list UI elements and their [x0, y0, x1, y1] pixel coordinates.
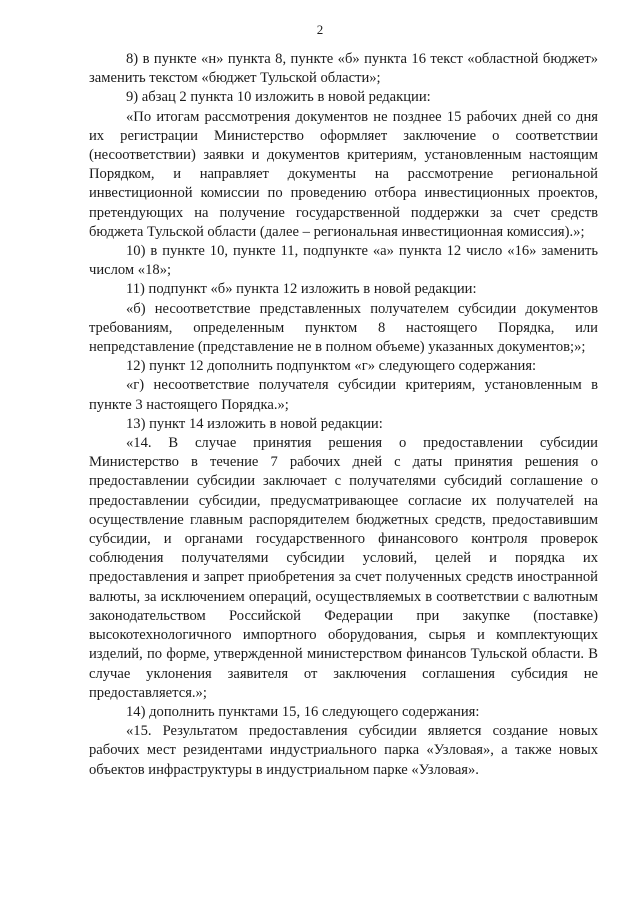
paragraph: 11) подпункт «б» пункта 12 изложить в новой редакции:: [126, 281, 477, 298]
paragraph: 12) пункт 12 дополнить подпунктом «г» следующего содержания:: [126, 358, 537, 375]
paragraph: «По итогам рассмотрения документов не позднее 15 рабочих дней со дня их регистрации Министерство оформляет заключение о соответствии (несоответствии) заявки и документов критериям, установленным настоящим Порядком, и направляет документы на рассмотрение региональной инвестиционной комиссии по проведению отбора инвестиционных проектов, претендующих на получение государственной поддержки за счет средств бюджета Тульской области (далее – региональная инвестиционная комиссия).»;: [89, 108, 598, 240]
paragraph: 13) пункт 14 изложить в новой редакции:: [126, 415, 383, 432]
paragraph: 9) абзац 2 пункта 10 изложить в новой редакции:: [126, 89, 431, 106]
paragraph: «г) несоответствие получателя субсидии критериям, установленным в пункте 3 настоящего Порядка.»;: [89, 377, 598, 413]
paragraph: 14) дополнить пунктами 15, 16 следующего содержания:: [126, 703, 480, 720]
paragraph: «15. Результатом предоставления субсидии является создание новых рабочих мест резидентами индустриального парка «Узловая», а также новых объектов инфраструктуры в индустриальном парке «Узловая».: [89, 723, 598, 778]
page-number: 2: [316, 22, 324, 37]
paragraph: «б) несоответствие представленных получателем субсидии документов требованиям, определенным пунктом 8 настоящего Порядка, или непредставление (представление не в полном объеме) указанных документов;»;: [89, 300, 598, 356]
paragraph: 10) в пункте 10, пункте 11, подпункте «а» пункта 12 число «16» заменить числом «18»;: [89, 243, 598, 279]
document-body: [89, 50, 598, 780]
paragraph: «14. В случае принятия решения о предоставлении субсидии Министерство в течение 7 рабочих дней с даты принятия решения о предоставлении субсидии заключает с получателями субсидий соглашение о предоставлении субсидии, предусматривающее согласие их получателей на осуществление главным распорядителем бюджетных средств, предоставившим субсидии, и органами государственного финансового контроля проверок соблюдения получателями субсидии условий, целей и порядка их предоставления и запрет приобретения за счет полученных средств иностранной валюты, за исключением операций, осуществляемых в соответствии с валютным законодательством Российской Федерации при закупке (поставке) высокотехнологичного импортного оборудования, сырья и комплектующих изделий, по форме, утвержденной министерством финансов Тульской области. В случае уклонения заявителя от заключения соглашения субсидия не предоставляется.»;: [89, 435, 598, 701]
paragraph: 8) в пункте «н» пункта 8, пункте «б» пункта 16 текст «областной бюджет» заменить текстом «бюджет Тульской области»;: [89, 51, 598, 87]
